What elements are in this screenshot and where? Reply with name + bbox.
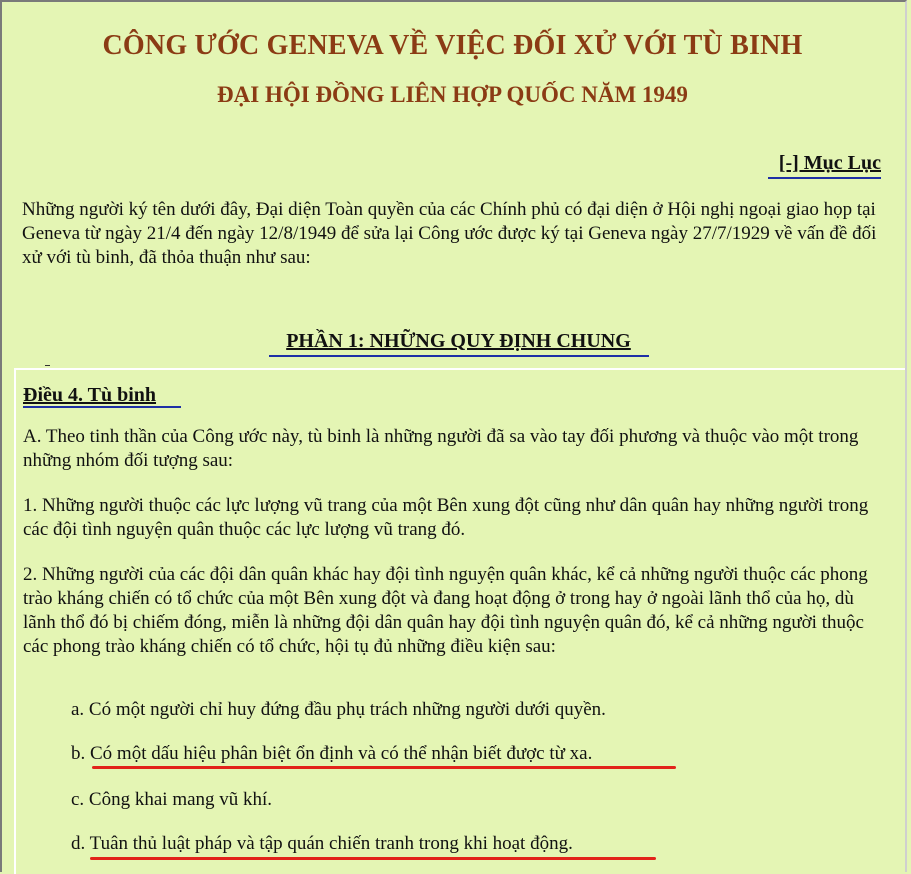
article-paragraph-1: 1. Những người thuộc các lực lượng vũ trang của một Bên xung đột cũng như dân quân hay những người trong các đội tình nguyện quân thuộc các lực lượng vũ trang đó. bbox=[23, 495, 869, 540]
condition-c: c. Công khai mang vũ khí. bbox=[71, 789, 273, 810]
red-annotation-underline-b bbox=[92, 766, 676, 769]
article-title[interactable] bbox=[23, 384, 156, 407]
document-subtitle: ĐẠI HỘI ĐỒNG LIÊN HỢP QUỐC NĂM 1949 bbox=[217, 82, 688, 107]
tick-mark bbox=[45, 365, 50, 366]
document-title: CÔNG ƯỚC GENEVA VỀ VIỆC ĐỐI XỬ VỚI TÙ BINH bbox=[102, 30, 803, 61]
article-title-underline bbox=[23, 406, 181, 408]
preamble-paragraph: Những người ký tên dưới đây, Đại diện Toàn quyền của các Chính phủ có đại diện ở Hội nghị ngoại giao họp tại Geneva từ ngày 21/4 đến ngày 12/8/1949 để sửa lại Công ước được ký tại Geneva ngày 27/7/1929 về vấn đề đối xử với tù binh, đã thỏa thuận như sau: bbox=[22, 199, 877, 268]
condition-d: d. Tuân thủ luật pháp và tập quán chiến tranh trong khi hoạt động. bbox=[71, 833, 573, 854]
article-paragraph-2: 2. Những người của các đội dân quân khác hay đội tình nguyện quân khác, kể cả những người thuộc các phong trào kháng chiến có tổ chức của một Bên xung đột và đang hoạt động ở trong hay ở ngoài lãnh thổ của họ, dù lãnh thổ đó bị chiếm đóng, miễn là những đội dân quân hay đội tình nguyện quân đó, kể cả những người thuộc các phong trào kháng chiến có tổ chức, hội tụ đủ những điều kiện sau: bbox=[23, 564, 868, 657]
red-annotation-underline-d bbox=[90, 857, 656, 860]
article-paragraph-a: A. Theo tinh thần của Công ước này, tù binh là những người đã sa vào tay đối phương và thuộc vào một trong những nhóm đối tượng sau: bbox=[23, 426, 859, 471]
condition-a: a. Có một người chỉ huy đứng đầu phụ trách những người dưới quyền. bbox=[71, 699, 606, 720]
toc-link-underline bbox=[768, 177, 881, 179]
article-title-text[interactable]: Điều 4. Tù binh bbox=[23, 384, 157, 406]
part-heading[interactable] bbox=[0, 330, 911, 353]
table-of-contents-link[interactable]: [-] Mục Lục bbox=[778, 152, 881, 174]
part-heading-underline bbox=[269, 355, 649, 357]
condition-b: b. Có một dấu hiệu phân biệt ổn định và có thể nhận biết được từ xa. bbox=[71, 743, 593, 764]
part-heading-text[interactable]: PHẦN 1: NHỮNG QUY ĐỊNH CHUNG bbox=[286, 330, 631, 352]
